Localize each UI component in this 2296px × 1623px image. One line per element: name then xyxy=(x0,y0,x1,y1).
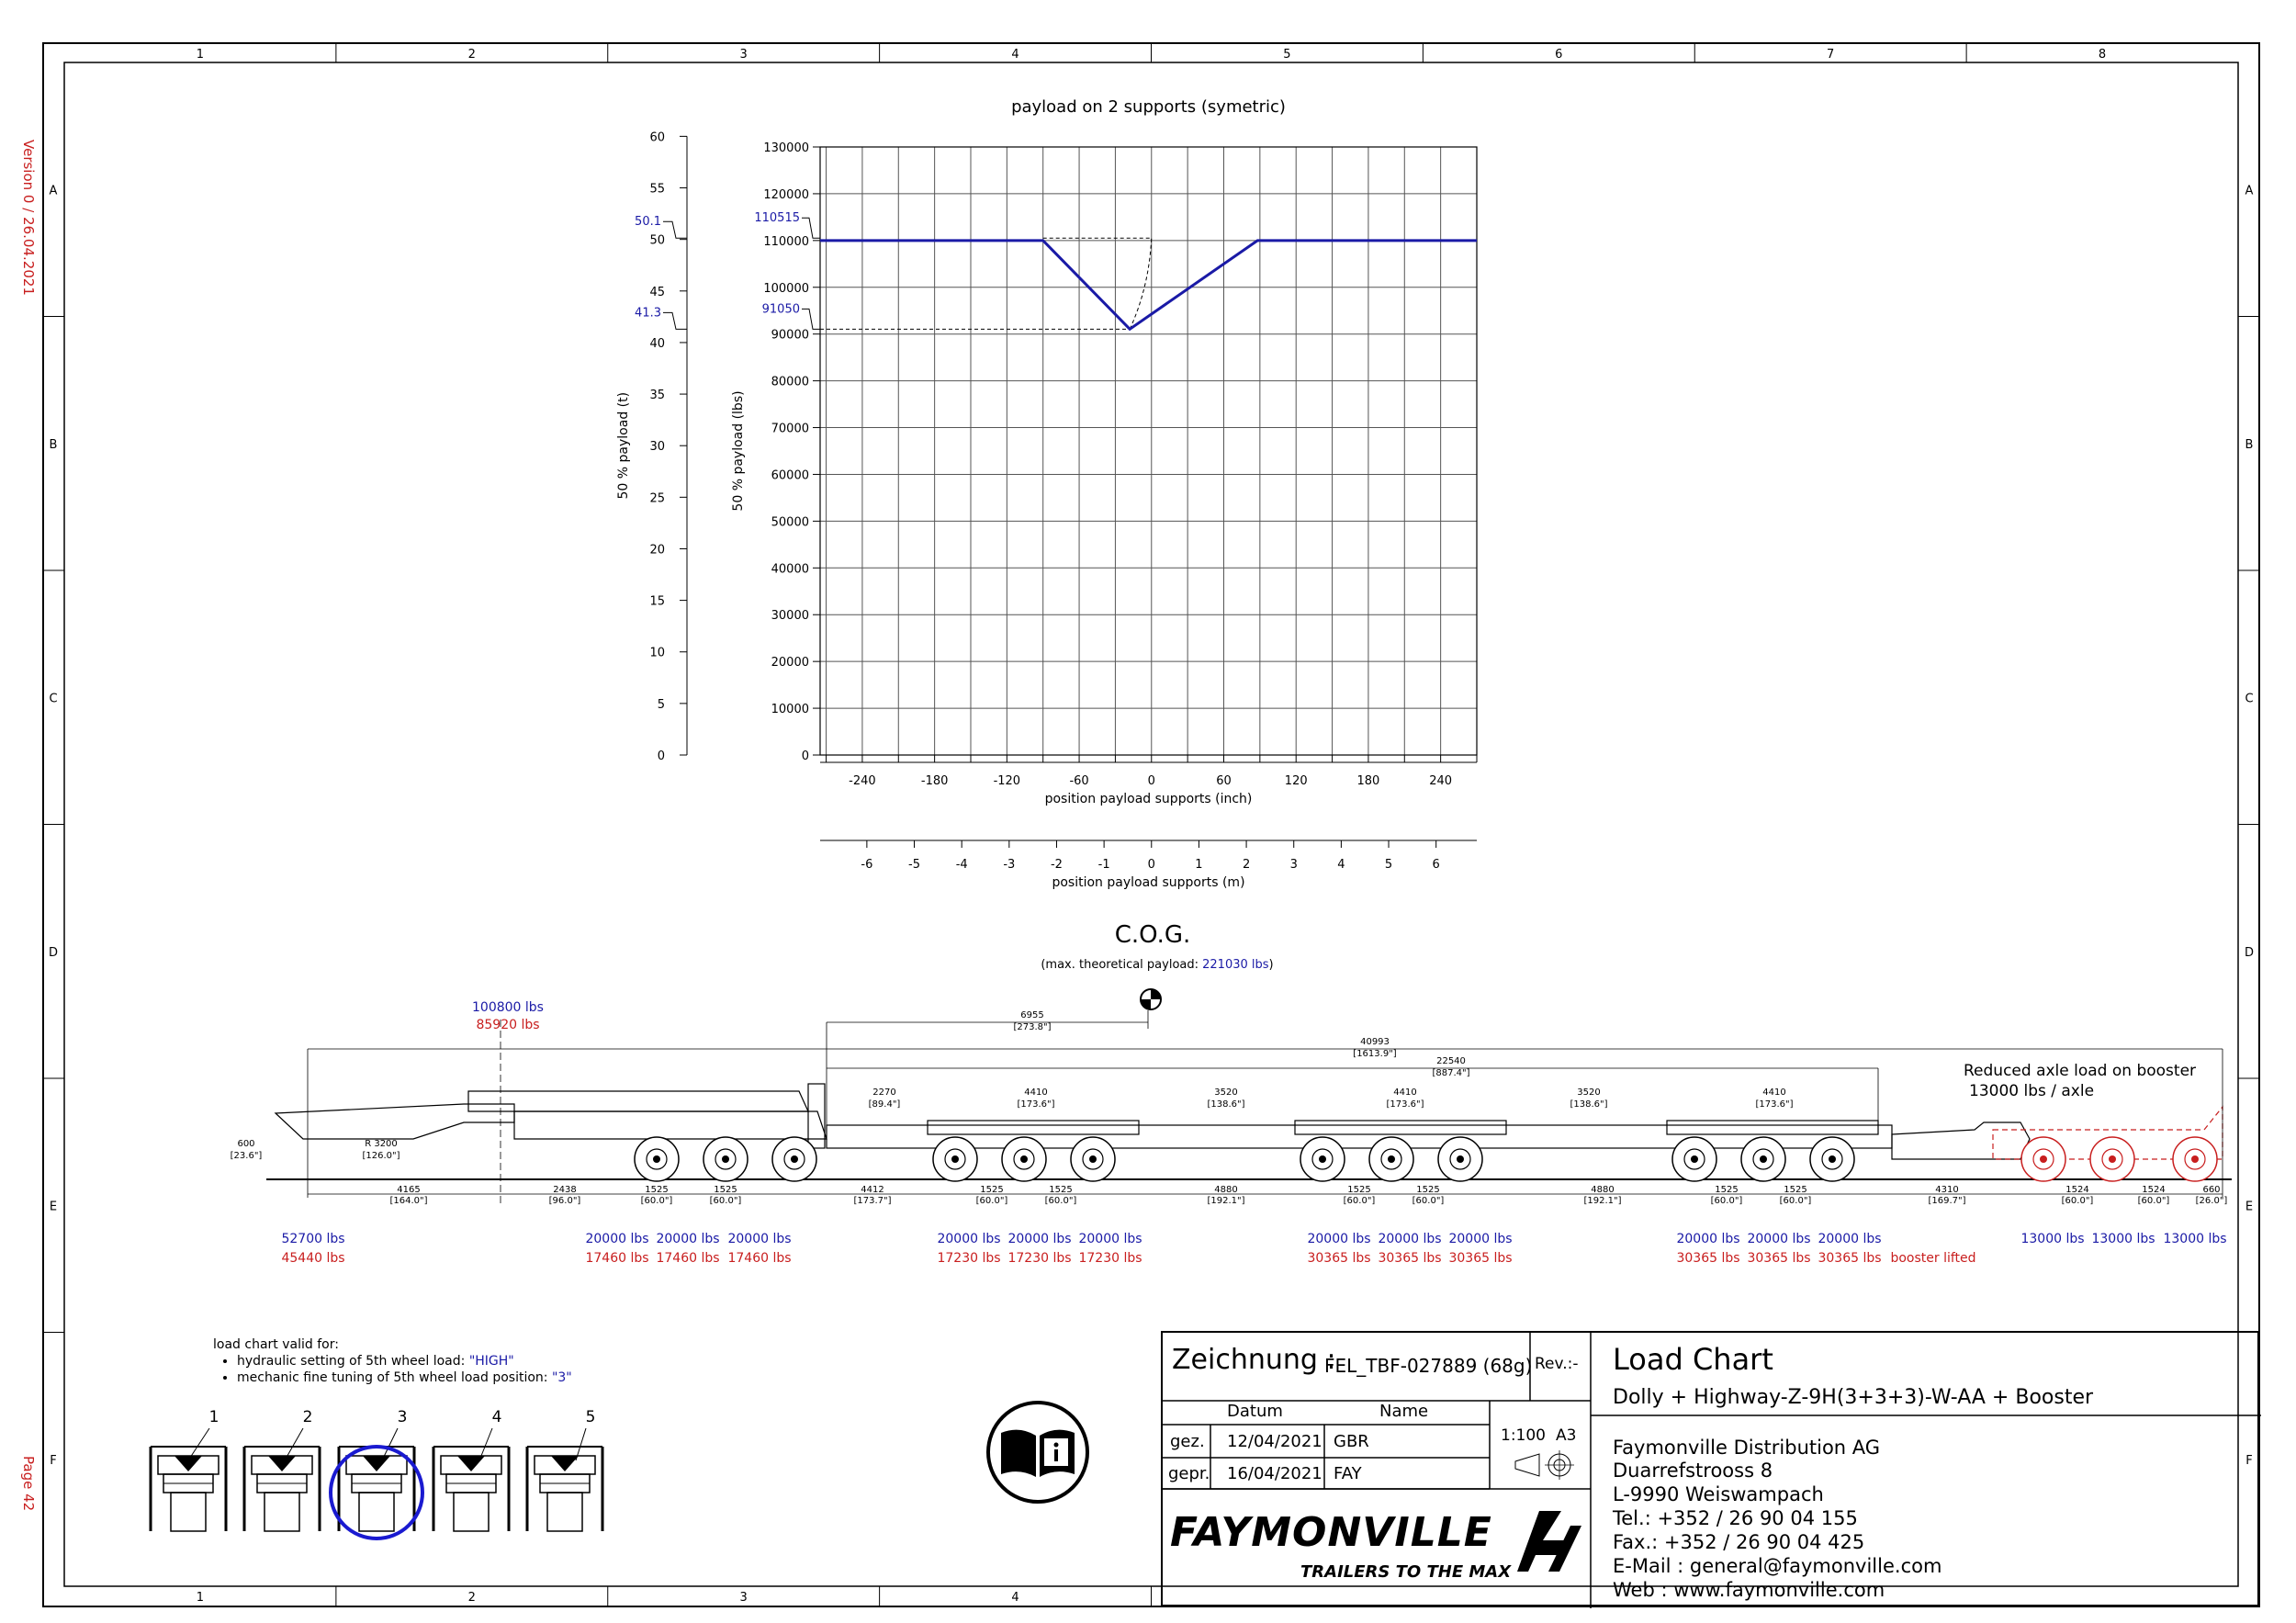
y2-tick-label: 55 xyxy=(649,182,665,197)
bottom-dimension-labels xyxy=(389,1185,2227,1206)
title-block xyxy=(1161,1331,2259,1606)
axle-load-blue: 20000 lbs xyxy=(585,1232,649,1246)
bottom-dim-inch: [60.0"] xyxy=(1412,1196,1445,1206)
row-label-left: E xyxy=(49,1200,58,1214)
axle-load-red: 17460 lbs xyxy=(656,1251,720,1266)
axle-load-red: 30365 lbs xyxy=(1378,1251,1442,1266)
datum-label: Datum xyxy=(1227,1402,1283,1421)
fifth-wheel-position-3 xyxy=(331,1408,422,1538)
axle-load-red: 30365 lbs xyxy=(1747,1251,1811,1266)
company-city: L-9990 Weiswampach xyxy=(1613,1483,1824,1505)
company-web: Web : www.faymonville.com xyxy=(1613,1579,1885,1601)
wheel-center xyxy=(1760,1155,1767,1163)
row-label-right: F xyxy=(2245,1453,2253,1468)
page-note: Page 42 xyxy=(20,1456,37,1512)
bottom-dim-value: 1525 xyxy=(1784,1185,1807,1195)
company-tel: Tel.: +352 / 26 90 04 155 xyxy=(1613,1507,1858,1529)
bottom-dim-value: 4165 xyxy=(397,1185,421,1195)
x-tick-label: 120 xyxy=(1284,774,1308,788)
bottom-dim-inch: [60.0"] xyxy=(640,1196,673,1206)
axle-load-red: 17460 lbs xyxy=(727,1251,792,1266)
bottom-dim-value: 4880 xyxy=(1591,1185,1615,1195)
x2-tick-label: -5 xyxy=(908,858,921,872)
bottom-dim-value: 1524 xyxy=(2142,1185,2166,1195)
col-label-top: 5 xyxy=(1283,48,1291,62)
payload-chart xyxy=(616,97,1477,890)
bottom-dim-value: 1524 xyxy=(2065,1185,2089,1195)
wheel-center xyxy=(1388,1155,1395,1163)
axle-load-blue: 20000 lbs xyxy=(1676,1232,1740,1246)
svg-text:[138.6"]: [138.6"] xyxy=(1207,1099,1245,1110)
row-label-left: B xyxy=(49,437,58,452)
zeichnung-label: Zeichnung : xyxy=(1172,1344,1336,1376)
axle-load-red: 30365 lbs xyxy=(1676,1251,1740,1266)
axle-load-blue: 13000 lbs xyxy=(2163,1232,2227,1246)
gepr-label: gepr. xyxy=(1168,1464,1210,1483)
bottom-dim-inch: [192.1"] xyxy=(1207,1196,1245,1206)
axle-load-red: 17230 lbs xyxy=(937,1251,1001,1266)
x2-tick-label: 4 xyxy=(1337,858,1345,872)
wheel-center xyxy=(2040,1155,2047,1163)
x2-tick-label: -1 xyxy=(1097,858,1110,872)
svg-text:[138.6"]: [138.6"] xyxy=(1570,1099,1608,1110)
dimension-lines xyxy=(308,1010,2223,1203)
y-tick-label: 40000 xyxy=(771,562,809,577)
y2-tick-label: 40 xyxy=(649,336,665,351)
bottom-dim-inch: [60.0"] xyxy=(2061,1196,2094,1206)
gepr-name: FAY xyxy=(1334,1464,1362,1483)
y-tick-label: 110000 xyxy=(763,234,809,249)
y2-tick-label: 25 xyxy=(649,491,665,506)
bottom-dim-inch: [60.0"] xyxy=(975,1196,1008,1206)
y2-tick-label: 50 xyxy=(649,233,665,248)
axle-load-red: 30365 lbs xyxy=(1448,1251,1513,1266)
company-fax: Fax.: +352 / 26 90 04 425 xyxy=(1613,1531,1865,1553)
row-label-right: C xyxy=(2245,692,2254,706)
y2-tick-label: 45 xyxy=(649,285,665,299)
svg-text:[1613.9"]: [1613.9"] xyxy=(1353,1049,1397,1059)
y-tick-label: 50000 xyxy=(771,515,809,530)
bottom-dim-value: 4310 xyxy=(1935,1185,1959,1195)
axle-load-red: 17230 lbs xyxy=(1007,1251,1072,1266)
validity-notes xyxy=(213,1336,572,1386)
wheel-center xyxy=(1020,1155,1028,1163)
position-number: 1 xyxy=(208,1408,219,1426)
gepr-date: 16/04/2021 xyxy=(1227,1464,1322,1483)
trailer-deck xyxy=(827,1125,1892,1148)
svg-text:22540: 22540 xyxy=(1436,1056,1466,1066)
booster-note-1: Reduced axle load on booster xyxy=(1964,1062,2197,1080)
col-label-top: 2 xyxy=(467,48,476,62)
booster-link xyxy=(1892,1122,2030,1159)
col-label-top: 4 xyxy=(1011,48,1019,62)
axle-group-2 xyxy=(1295,1121,1506,1134)
bottom-dim-value: 1525 xyxy=(1715,1185,1739,1195)
marker-label-lbs: 91050 xyxy=(761,302,800,317)
y2-tick-label: 30 xyxy=(649,440,665,455)
svg-text:[126.0"]: [126.0"] xyxy=(362,1151,400,1161)
top-load-red: 85920 lbs xyxy=(476,1018,540,1032)
svg-text:[887.4"]: [887.4"] xyxy=(1432,1068,1470,1078)
axle-load-red: 30365 lbs xyxy=(1307,1251,1371,1266)
x2-tick-label: -2 xyxy=(1050,858,1063,872)
axle-load-red: 17230 lbs xyxy=(1078,1251,1142,1266)
x2-tick-label: -4 xyxy=(955,858,968,872)
axle-load-blue: 20000 lbs xyxy=(1818,1232,1882,1246)
brand-tagline: TRAILERS TO THE MAX xyxy=(1300,1562,1512,1582)
fifth-wheel-position-1 xyxy=(151,1408,226,1531)
row-label-right: E xyxy=(2245,1200,2254,1214)
axle-load-red: 17460 lbs xyxy=(585,1251,649,1266)
axle-load-red: booster lifted xyxy=(1890,1251,1976,1266)
bottom-dim-inch: [26.0"] xyxy=(2195,1196,2228,1206)
bottom-dim-value: 1525 xyxy=(980,1185,1004,1195)
row-label-right: D xyxy=(2244,945,2255,960)
col-label-bottom: 2 xyxy=(467,1591,476,1605)
y-axis-label: 50 % payload (lbs) xyxy=(731,390,746,512)
x-tick-label: -60 xyxy=(1069,774,1089,788)
bottom-dim-value: 4412 xyxy=(861,1185,884,1195)
svg-text:600: 600 xyxy=(237,1139,255,1149)
x-tick-label: 60 xyxy=(1216,774,1232,788)
col-label-top: 1 xyxy=(196,48,205,62)
svg-text:[173.6"]: [173.6"] xyxy=(1386,1099,1424,1110)
position-number: 5 xyxy=(585,1408,596,1426)
x2-tick-label: 6 xyxy=(1432,858,1440,872)
fifth-wheel-positions xyxy=(151,1408,602,1538)
svg-text:R 3200: R 3200 xyxy=(365,1139,398,1149)
axle-load-blue: 20000 lbs xyxy=(1007,1232,1072,1246)
svg-text:[173.6"]: [173.6"] xyxy=(1755,1099,1794,1110)
cog-symbol-icon xyxy=(1141,989,1161,1009)
axle-load-blue: 20000 lbs xyxy=(1078,1232,1142,1246)
vehicle-drawing xyxy=(266,1084,2232,1181)
axle-load-blue: 20000 lbs xyxy=(1307,1232,1371,1246)
wheel-center xyxy=(2109,1155,2116,1163)
note-mechanic: • mechanic fine tuning of 5th wheel load position: "3" xyxy=(237,1369,572,1386)
axle-load-blue: 20000 lbs xyxy=(656,1232,720,1246)
axle-load-blue: 20000 lbs xyxy=(937,1232,1001,1246)
info-manual-icon xyxy=(988,1403,1087,1502)
svg-text:[273.8"]: [273.8"] xyxy=(1013,1022,1052,1032)
payload-series-line xyxy=(820,241,1477,329)
doc-subtitle: Dolly + Highway-Z-9H(3+3+3)-W-AA + Booster xyxy=(1613,1386,2094,1409)
bottom-dim-inch: [164.0"] xyxy=(389,1196,428,1206)
bottom-dim-value: 1525 xyxy=(714,1185,737,1195)
wheel-center xyxy=(1829,1155,1836,1163)
note-hydraulic: • hydraulic setting of 5th wheel load: "HIGH" xyxy=(237,1353,572,1369)
scale: 1:100 xyxy=(1501,1426,1546,1445)
y-tick-label: 100000 xyxy=(763,281,809,296)
cog-title: C.O.G. xyxy=(1114,921,1191,949)
y2-tick-label: 0 xyxy=(657,750,665,763)
axle-group-1 xyxy=(928,1121,1139,1134)
bottom-dim-value: 2438 xyxy=(553,1185,577,1195)
marker-label-lbs: 110515 xyxy=(754,211,800,226)
y-tick-label: 60000 xyxy=(771,468,809,483)
row-label-right: B xyxy=(2245,437,2254,452)
doc-title: Load Chart xyxy=(1613,1342,1773,1377)
company-email: E-Mail : general@faymonville.com xyxy=(1613,1555,1942,1577)
bottom-dim-inch: [60.0"] xyxy=(2137,1196,2170,1206)
y2-tick-label: 35 xyxy=(649,389,665,403)
axle-group-3 xyxy=(1667,1121,1878,1134)
gooseneck xyxy=(276,1104,514,1139)
svg-text:3520: 3520 xyxy=(1577,1088,1601,1098)
x2-tick-label: -3 xyxy=(1003,858,1016,872)
col-label-bottom: 3 xyxy=(739,1591,748,1605)
axle-load-blue: 20000 lbs xyxy=(727,1232,792,1246)
fifth-wheel-position-2 xyxy=(244,1408,320,1531)
marker-leader-t xyxy=(663,221,687,238)
bottom-dim-inch: [96.0"] xyxy=(548,1196,581,1206)
x-tick-label: 240 xyxy=(1429,774,1453,788)
marker-label-t: 41.3 xyxy=(635,306,661,321)
bottom-dim-inch: [60.0"] xyxy=(709,1196,742,1206)
svg-text:2270: 2270 xyxy=(872,1088,896,1098)
bottom-dim-value: 1525 xyxy=(1416,1185,1440,1195)
version-note: Version 0 / 26.04.2021 xyxy=(20,140,37,296)
gez-date: 12/04/2021 xyxy=(1227,1432,1322,1451)
axle-load-blue: 52700 lbs xyxy=(281,1232,345,1246)
rev-label: Rev.:- xyxy=(1535,1355,1579,1373)
x2-tick-label: 2 xyxy=(1242,858,1251,872)
wheel-center xyxy=(1457,1155,1464,1163)
dolly-beam xyxy=(468,1091,808,1111)
col-label-top: 3 xyxy=(739,48,748,62)
chart-title: payload on 2 supports (symetric) xyxy=(1011,97,1286,117)
bottom-dim-inch: [60.0"] xyxy=(1343,1196,1376,1206)
notes-heading: load chart valid for: xyxy=(213,1337,339,1352)
dimension-labels xyxy=(231,1010,1794,1161)
svg-text:4410: 4410 xyxy=(1024,1088,1048,1098)
bottom-dim-value: 1525 xyxy=(1347,1185,1371,1195)
bottom-dim-value: 1525 xyxy=(645,1185,669,1195)
x-tick-label: 180 xyxy=(1356,774,1380,788)
wheel-center xyxy=(951,1155,959,1163)
wheel-center xyxy=(653,1155,660,1163)
col-label-top: 8 xyxy=(2098,48,2107,62)
col-label-bottom: 4 xyxy=(1011,1591,1019,1605)
y-tick-label: 130000 xyxy=(763,141,809,155)
projection-symbol-icon xyxy=(1508,1448,1581,1485)
wheel-center xyxy=(1691,1155,1698,1163)
y-tick-label: 20000 xyxy=(771,656,809,671)
x2-tick-label: 3 xyxy=(1289,858,1298,872)
y-tick-label: 90000 xyxy=(771,328,809,343)
axle-load-blue: 20000 lbs xyxy=(1747,1232,1811,1246)
axle-load-red: 30365 lbs xyxy=(1818,1251,1882,1266)
bottom-dim-value: 660 xyxy=(2202,1185,2221,1195)
svg-text:[173.6"]: [173.6"] xyxy=(1017,1099,1055,1110)
col-label-bottom: 1 xyxy=(196,1591,205,1605)
y2-tick-label: 5 xyxy=(657,697,665,712)
row-label-left: A xyxy=(49,184,58,198)
gez-label: gez. xyxy=(1170,1432,1205,1451)
wheel-center xyxy=(1319,1155,1326,1163)
top-load-blue: 100800 lbs xyxy=(472,1000,544,1015)
x2-tick-label: 1 xyxy=(1195,858,1203,872)
y-tick-label: 0 xyxy=(801,750,809,763)
x-tick-label: -120 xyxy=(993,774,1021,788)
y2-tick-label: 10 xyxy=(649,646,665,660)
y-tick-label: 30000 xyxy=(771,609,809,624)
svg-text:[23.6"]: [23.6"] xyxy=(230,1151,263,1161)
y-tick-label: 70000 xyxy=(771,422,809,436)
company-name: Faymonville Distribution AG xyxy=(1613,1437,1881,1459)
wheel-center xyxy=(1089,1155,1097,1163)
x-tick-label: -180 xyxy=(920,774,949,788)
marker-label-t: 50.1 xyxy=(635,215,661,230)
x2-axis-label: position payload supports (m) xyxy=(1052,875,1245,890)
axle-load-blue: 13000 lbs xyxy=(2091,1232,2155,1246)
y2-tick-label: 15 xyxy=(649,594,665,609)
axle-load-labels xyxy=(281,1232,2226,1266)
y2-tick-label: 60 xyxy=(649,130,665,145)
wheel-center xyxy=(2191,1155,2199,1163)
bottom-dim-inch: [192.1"] xyxy=(1583,1196,1622,1206)
x-tick-label: 0 xyxy=(1147,774,1155,788)
bottom-dim-inch: [169.7"] xyxy=(1928,1196,1966,1206)
row-label-left: C xyxy=(49,692,58,706)
svg-text:6955: 6955 xyxy=(1020,1010,1044,1020)
drawing-number: FEL_TBF-027889 (68g) xyxy=(1324,1355,1533,1377)
bottom-dim-inch: [60.0"] xyxy=(1044,1196,1077,1206)
row-label-left: D xyxy=(48,945,59,960)
bottom-dim-inch: [60.0"] xyxy=(1779,1196,1812,1206)
x2-tick-label: 0 xyxy=(1147,858,1155,872)
marker-leader xyxy=(802,309,820,329)
paper-size: A3 xyxy=(1556,1426,1577,1445)
name-label: Name xyxy=(1379,1402,1429,1421)
y-tick-label: 10000 xyxy=(771,703,809,717)
x-axis-label: position payload supports (inch) xyxy=(1044,792,1253,806)
wheel-center xyxy=(722,1155,729,1163)
brand-logo: FAYMONVILLE xyxy=(1170,1509,1492,1556)
x2-tick-label: -6 xyxy=(861,858,873,872)
svg-text:[89.4"]: [89.4"] xyxy=(868,1099,901,1110)
fifth-wheel-position-4 xyxy=(433,1408,509,1531)
y-tick-label: 120000 xyxy=(763,187,809,202)
svg-text:40993: 40993 xyxy=(1360,1037,1390,1047)
axle-load-blue: 20000 lbs xyxy=(1378,1232,1442,1246)
col-label-top: 6 xyxy=(1555,48,1563,62)
booster-note-2: 13000 lbs / axle xyxy=(1969,1082,2095,1100)
axle-load-red: 45440 lbs xyxy=(281,1251,345,1266)
x-tick-label: -240 xyxy=(849,774,876,788)
x2-tick-label: 5 xyxy=(1384,858,1393,872)
position-number: 3 xyxy=(397,1408,408,1426)
marker-leader-t xyxy=(663,312,687,329)
svg-text:4410: 4410 xyxy=(1762,1088,1786,1098)
y2-axis-label: 50 % payload (t) xyxy=(616,391,631,500)
axle-load-blue: 20000 lbs xyxy=(1448,1232,1513,1246)
bottom-dim-value: 4880 xyxy=(1214,1185,1238,1195)
dolly-frame xyxy=(514,1111,827,1139)
faymonville-logo-icon xyxy=(1512,1507,1585,1581)
y2-tick-label: 20 xyxy=(649,543,665,558)
fifth-wheel-position-5 xyxy=(527,1408,602,1531)
svg-text:3520: 3520 xyxy=(1214,1088,1238,1098)
row-label-left: F xyxy=(50,1453,57,1468)
axle-load-blue: 13000 lbs xyxy=(2020,1232,2085,1246)
position-number: 4 xyxy=(491,1408,502,1426)
row-label-right: A xyxy=(2245,184,2254,198)
bottom-dim-inch: [173.7"] xyxy=(853,1196,892,1206)
bottom-dim-inch: [60.0"] xyxy=(1710,1196,1743,1206)
bottom-dim-value: 1525 xyxy=(1049,1185,1073,1195)
svg-text:4410: 4410 xyxy=(1393,1088,1417,1098)
y-tick-label: 80000 xyxy=(771,375,809,389)
wheel-center xyxy=(791,1155,798,1163)
col-label-top: 7 xyxy=(1827,48,1835,62)
position-number: 2 xyxy=(302,1408,313,1426)
gez-name: GBR xyxy=(1334,1432,1369,1451)
cog-subtitle: (max. theoretical payload: 221030 lbs) xyxy=(1041,958,1274,972)
company-street: Duarrefstrooss 8 xyxy=(1613,1460,1773,1482)
